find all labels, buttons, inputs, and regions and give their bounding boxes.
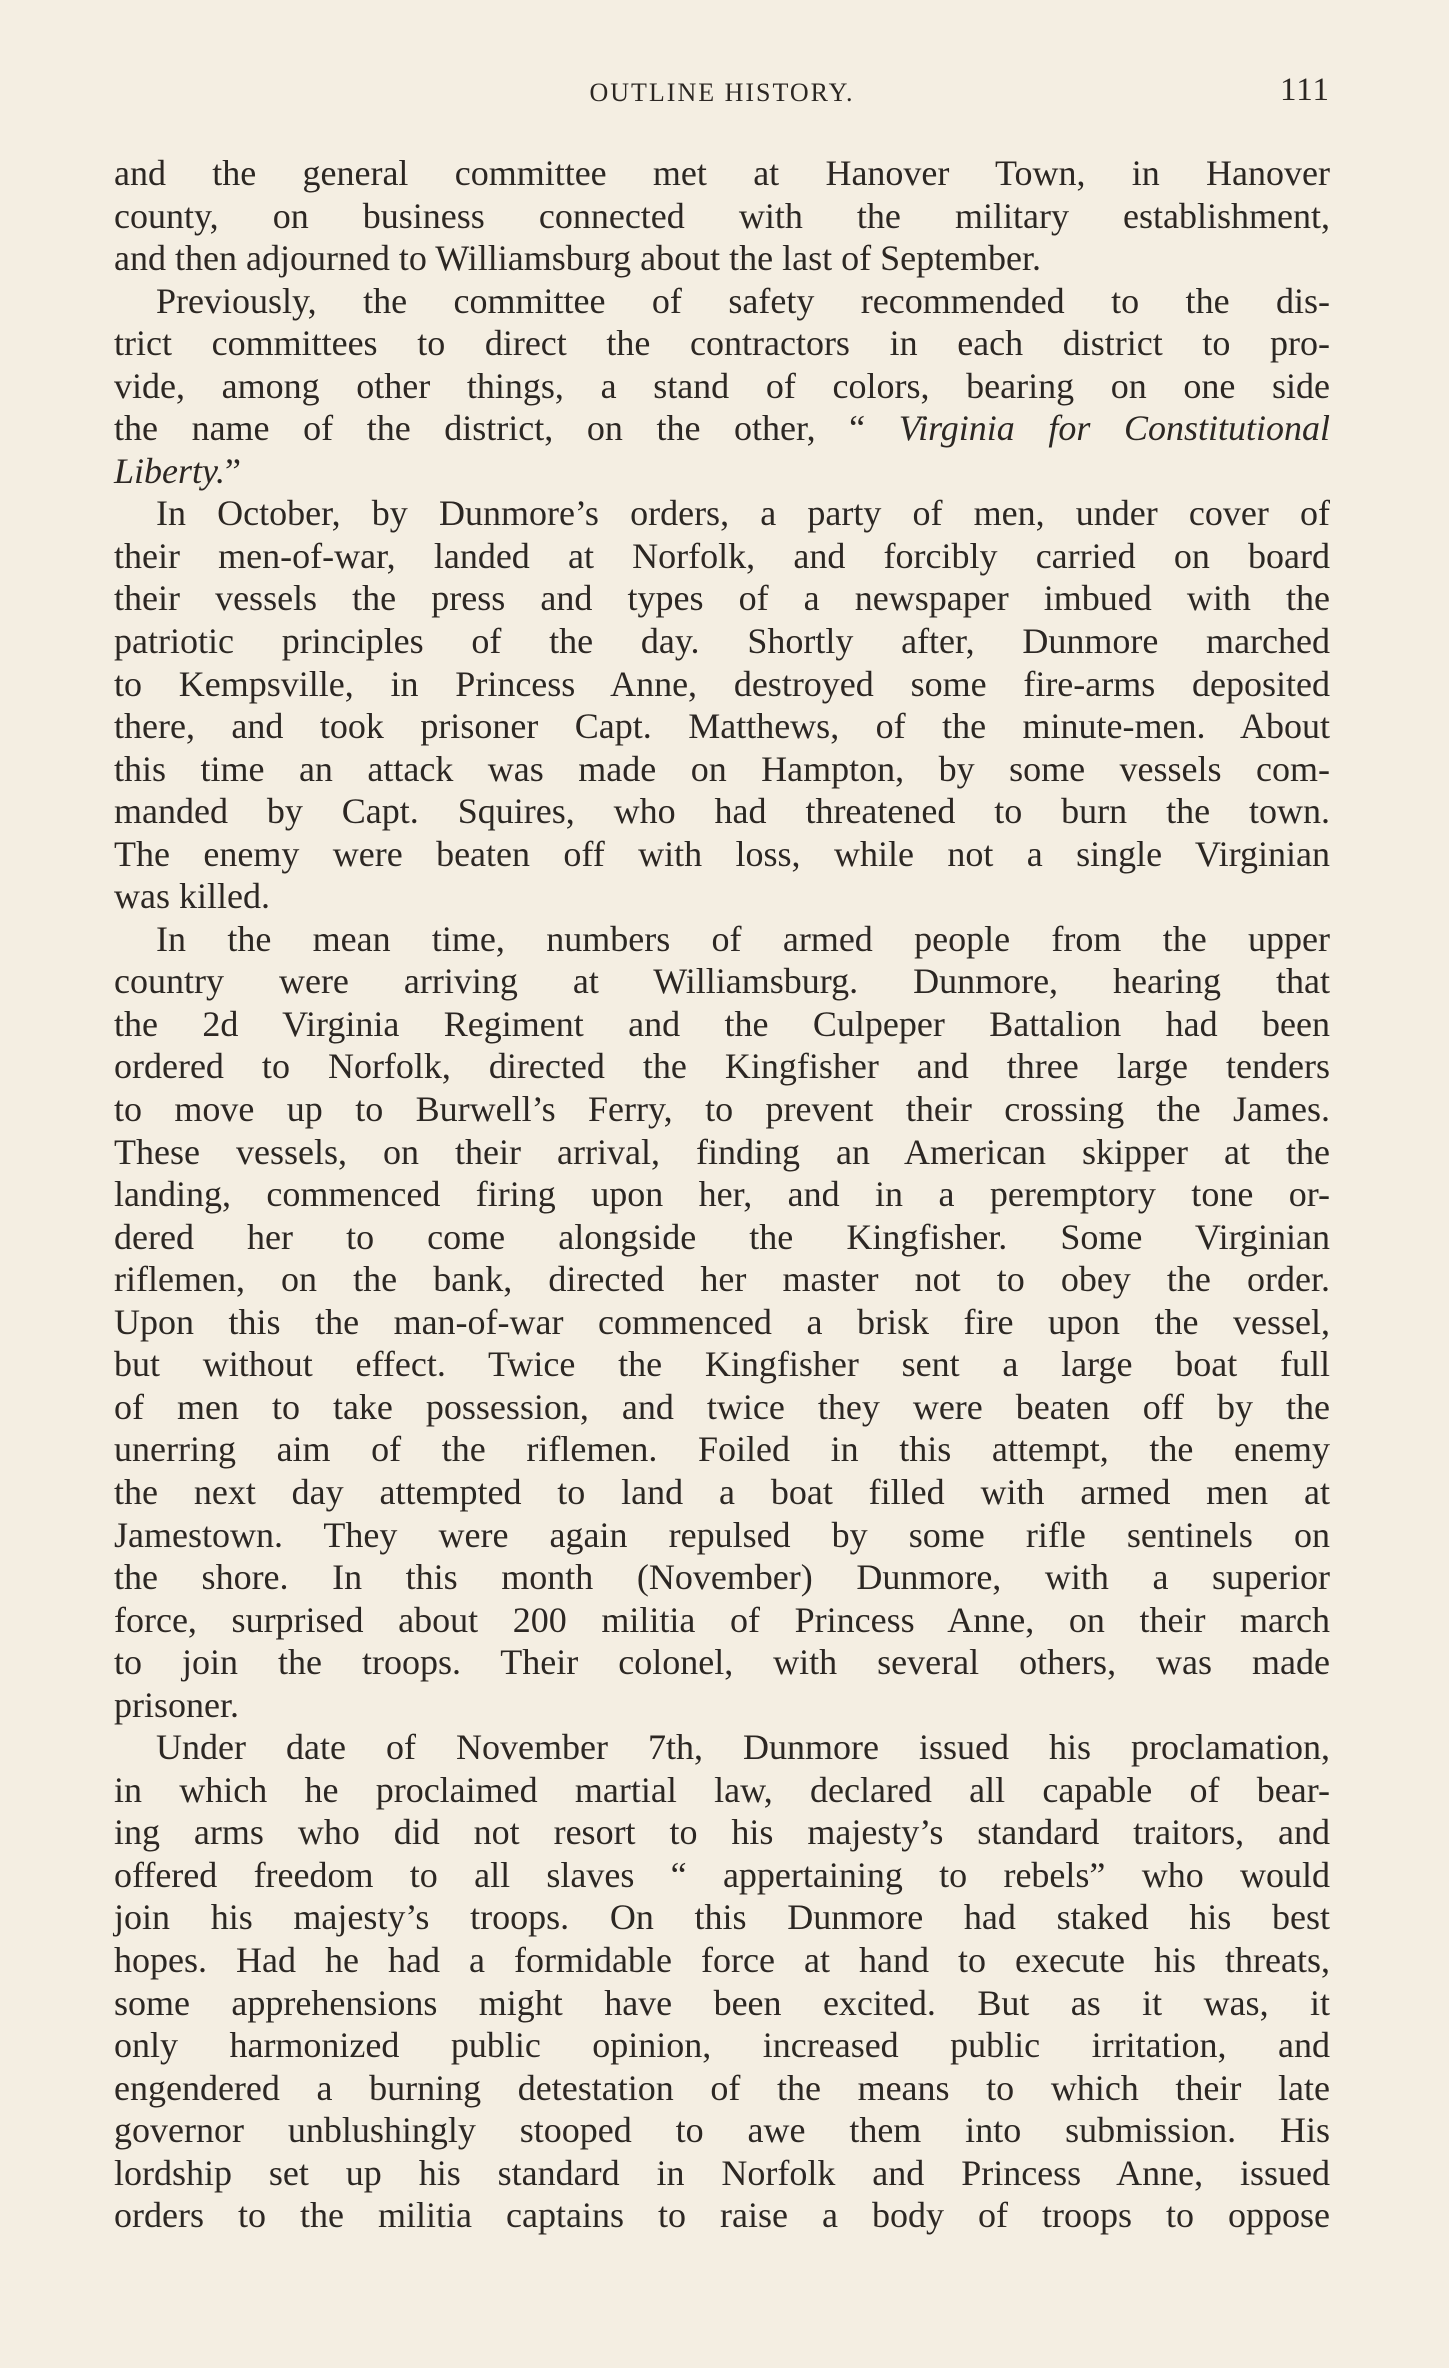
text-line: ing arms who did not resort to his majesty’s standard traitors, and: [114, 1812, 1330, 1853]
text-line: riflemen, on the bank, directed her master not to obey the order.: [114, 1259, 1330, 1300]
text-line: manded by Capt. Squires, who had threatened to burn the town.: [114, 791, 1330, 832]
text-line: orders to the militia captains to raise a body of troops to oppose: [114, 2195, 1330, 2236]
text-line: These vessels, on their arrival, finding an American skipper at the: [114, 1131, 1330, 1172]
text-line: their men-of-war, landed at Norfolk, and forcibly carried on board: [114, 535, 1330, 576]
text-line: join his majesty’s troops. On this Dunmore had staked his best: [114, 1897, 1330, 1938]
text-line: their vessels the press and types of a newspaper imbued with the: [114, 578, 1330, 619]
text-line: The enemy were beaten off with loss, while not a single Virginian: [114, 833, 1330, 874]
text-line: hopes. Had he had a formidable force at hand to execute his threats,: [114, 1939, 1330, 1980]
text-line: vide, among other things, a stand of colors, bearing on one side: [114, 365, 1330, 406]
text-line: and then adjourned to Williamsburg about the last of September.: [114, 238, 1042, 279]
text-line: to join the troops. Their colonel, with several others, was made: [114, 1642, 1330, 1683]
text-line: lordship set up his standard in Norfolk and Princess Anne, issued: [114, 2152, 1330, 2193]
text-line: trict committees to direct the contractors in each district to pro-: [114, 323, 1330, 364]
running-head: [114, 72, 1330, 112]
text-line: this time an attack was made on Hampton, by some vessels com-: [114, 748, 1330, 789]
text-line: governor unblushingly stooped to awe them into submission. His: [114, 2110, 1330, 2151]
italic-title: Liberty.: [114, 450, 226, 491]
text-line: county, on business connected with the military establishment,: [114, 195, 1330, 236]
text-line: the next day attempted to land a boat filled with armed men at: [114, 1471, 1330, 1512]
text-line: landing, commenced firing upon her, and in a peremptory tone or-: [114, 1174, 1330, 1215]
text-line: the shore. In this month (November) Dunmore, with a superior: [114, 1557, 1330, 1598]
page-number: 111: [1279, 72, 1330, 108]
text-line: the name of the district, on the other, “ Virginia for Constitutional: [114, 408, 1330, 449]
paragraph-start-line: In the mean time, numbers of armed people from the upper: [156, 918, 1330, 959]
body-text: [114, 152, 1330, 2237]
italic-title: Virginia for Constitutional: [898, 408, 1330, 449]
text-line: of men to take possession, and twice they were beaten off by the: [114, 1386, 1330, 1427]
text-line: but without effect. Twice the Kingfisher sent a large boat full: [114, 1344, 1330, 1385]
text-line: prisoner.: [114, 1684, 239, 1725]
text-line: engendered a burning detestation of the means to which their late: [114, 2067, 1330, 2108]
text-line: unerring aim of the riflemen. Foiled in this attempt, the enemy: [114, 1429, 1330, 1470]
text-line: offered freedom to all slaves “ appertaining to rebels” who would: [114, 1854, 1330, 1895]
paragraph-start-line: Previously, the committee of safety recommended to the dis-: [156, 280, 1330, 321]
text-line: some apprehensions might have been excited. But as it was, it: [114, 1982, 1330, 2023]
text-line: dered her to come alongside the Kingfisher. Some Virginian: [114, 1216, 1330, 1257]
text-line: Jamestown. They were again repulsed by some rifle sentinels on: [114, 1514, 1330, 1555]
text-line: Liberty.”: [114, 450, 241, 491]
text-line: country were arriving at Williamsburg. Dunmore, hearing that: [114, 961, 1330, 1002]
text-line: and the general committee met at Hanover Town, in Hanover: [114, 153, 1330, 193]
text-line: to Kempsville, in Princess Anne, destroyed some fire-arms deposited: [114, 663, 1330, 704]
text-line: Upon this the man-of-war commenced a brisk fire upon the vessel,: [114, 1301, 1330, 1342]
paragraph-start-line: In October, by Dunmore’s orders, a party of men, under cover of: [156, 493, 1330, 534]
text-line: only harmonized public opinion, increased public irritation, and: [114, 2025, 1330, 2066]
text-line: patriotic principles of the day. Shortly after, Dunmore marched: [114, 621, 1330, 662]
running-title: OUTLINE HISTORY.: [589, 78, 855, 107]
text-line: to move up to Burwell’s Ferry, to prevent their crossing the James.: [114, 1089, 1330, 1130]
paragraph-start-line: Under date of November 7th, Dunmore issued his proclamation,: [156, 1727, 1330, 1768]
text-line: force, surprised about 200 militia of Princess Anne, on their march: [114, 1599, 1330, 1640]
text-line: the 2d Virginia Regiment and the Culpeper Battalion had been: [114, 1003, 1330, 1044]
text-line: ordered to Norfolk, directed the Kingfisher and three large tenders: [114, 1046, 1330, 1087]
text-line: was killed.: [114, 876, 270, 917]
text-line: there, and took prisoner Capt. Matthews, of the minute-men. About: [114, 706, 1330, 747]
text-line: in which he proclaimed martial law, declared all capable of bear-: [114, 1769, 1330, 1810]
